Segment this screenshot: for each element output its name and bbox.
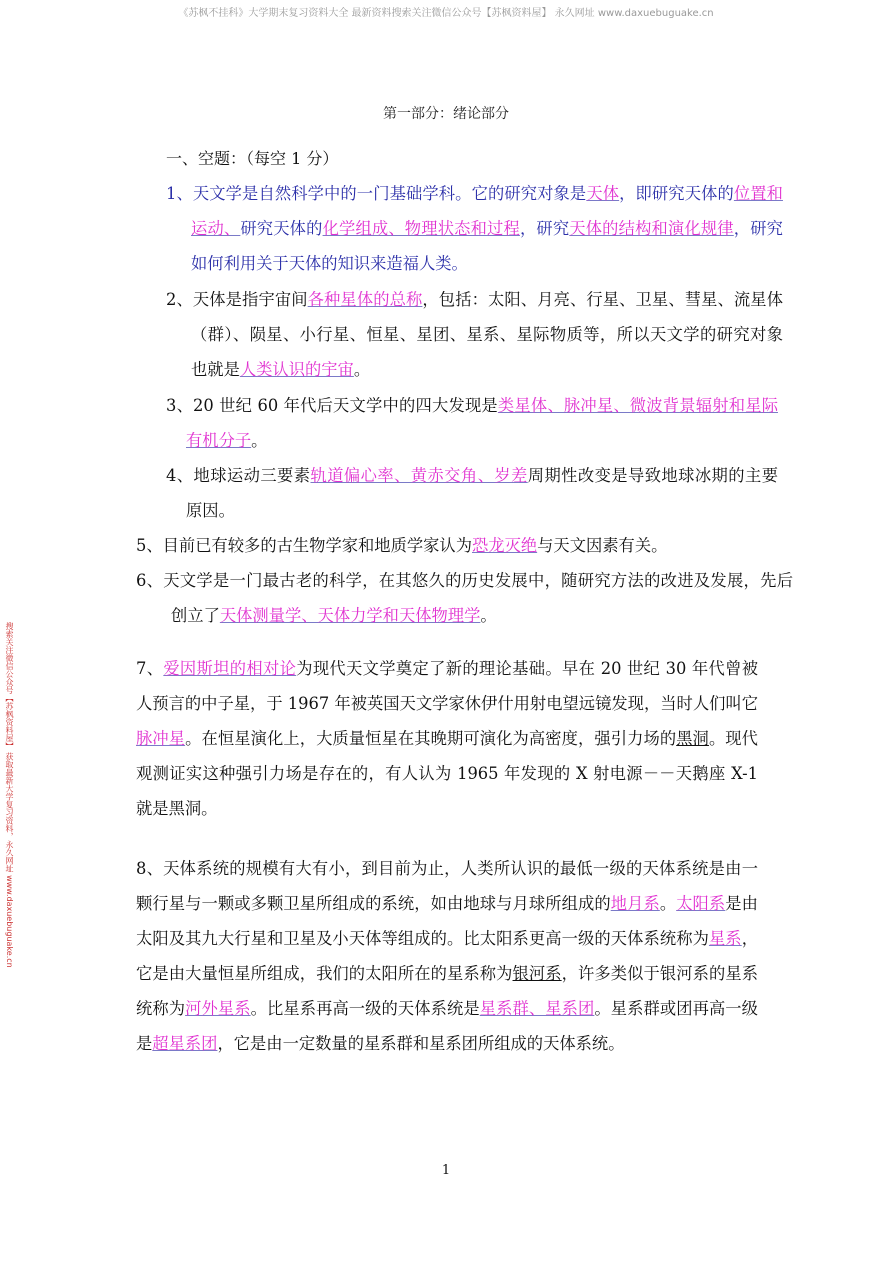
question-2: 2、天体是指宇宙间各种星体的总称，包括：太阳、月亮、行星、卫星、彗星、流星体（群）、陨星、小行星、恒星、星团、星系、星际物质等，所以天文学的研究对象也就是人类认识的宇宙。 [166, 290, 783, 379]
answer: 超星系团 [152, 1034, 218, 1053]
answer: 地月系 [610, 894, 660, 913]
answer: 太阳系 [676, 894, 726, 913]
question-1: 1、天文学是自然科学中的一门基础学科。它的研究对象是天体，即研究天体的位置和运动、研究天体的化学组成、物理状态和过程，研究天体的结构和演化规律，研究如何利用关于天体的知识来造福人类。 [166, 184, 783, 273]
question-5: 5、目前已有较多的古生物学家和地质学家认为恐龙灭绝与天文因素有关。 [136, 536, 668, 555]
answer: 星系 [708, 929, 742, 948]
answer: 爱因斯坦的相对论 [163, 659, 297, 678]
answer: 黑洞 [676, 729, 709, 748]
page-title: 第一部分：绪论部分 [383, 106, 509, 122]
question-8: 8、天体系统的规模有大有小，到目前为止，人类所认识的最低一级的天体系统是由一颗行星与一颗或多颗卫星所组成的系统，如由地球与月球所组成的地月系。太阳系是由太阳及其九大行星和卫星及小天体等组成的。比太阳系更高一级的天体系统称为星系，它是由大量恒星所组成，我们的太阳所在的星系称为银河系，许多类似于银河系的星系统称为河外星系。比星系再高一级的天体系统是星系群、星系团。星系群或团再高一级是超星系团，它是由一定数量的星系群和星系团所组成的天体系统。 [136, 859, 758, 1053]
section-heading: 一、空题：（每空 1 分） [166, 149, 339, 168]
answer: 恐龙灭绝 [472, 536, 538, 555]
answer: 化学组成、物理状态和过程 [322, 219, 520, 238]
question-4: 4、地球运动三要素轨道偏心率、黄赤交角、岁差周期性改变是导致地球冰期的主要原因。 [166, 466, 778, 520]
page-header: 《苏枫不挂科》大学期末复习资料大全 最新资料搜索关注微信公众号【苏枫资料屋】 永久网址 www.daxuebuguake.cn [178, 8, 714, 19]
answer: 河外星系 [185, 999, 251, 1018]
question-6: 6、天文学是一门最古老的科学，在其悠久的历史发展中，随研究方法的改进及发展，先后创立了天体测量学、天体力学和天体物理学。 [136, 571, 793, 625]
side-watermark: 搜索关注微信公众号【苏枫资料屋】 获取最新大学复习资料，永久网址 www.daxuebuguake.cn [5, 622, 14, 968]
answer: 各种星体的总称 [307, 290, 423, 309]
answer: 类星体、脉冲星、微波背景辐射和星际有机分子 [186, 396, 778, 450]
answer: 星系群、星系团 [479, 999, 595, 1018]
answer: 人类认识的宇宙 [239, 360, 354, 379]
answer: 轨道偏心率、黄赤交角、岁差 [310, 466, 528, 485]
answer: 脉冲星 [136, 729, 186, 748]
answer: 天体 [586, 184, 620, 203]
answer: 位置和运动、 [191, 184, 783, 238]
answer: 天体测量学、天体力学和天体物理学 [219, 606, 481, 625]
answer: 天体的结构和演化规律 [569, 219, 734, 238]
answer: 银河系 [512, 964, 562, 983]
question-3: 3、20 世纪 60 年代后天文学中的四大发现是类星体、脉冲星、微波背景辐射和星际有机分子。 [166, 396, 778, 450]
page-number: 1 [441, 1163, 451, 1178]
question-7: 7、爱因斯坦的相对论为现代天文学奠定了新的理论基础。早在 20 世纪 30 年代曾被人预言的中子星，于 1967 年被英国天文学家休伊什用射电望远镜发现，当时人们叫它脉冲星。在恒星演化上，大质量恒星在其晚期可演化为高密度，强引力场的黑洞。现代观测证实这种强引力场是存在的，有人认为 1965 年发现的 X 射电源－－天鹅座 X-1 就是黑洞。 [136, 659, 758, 818]
